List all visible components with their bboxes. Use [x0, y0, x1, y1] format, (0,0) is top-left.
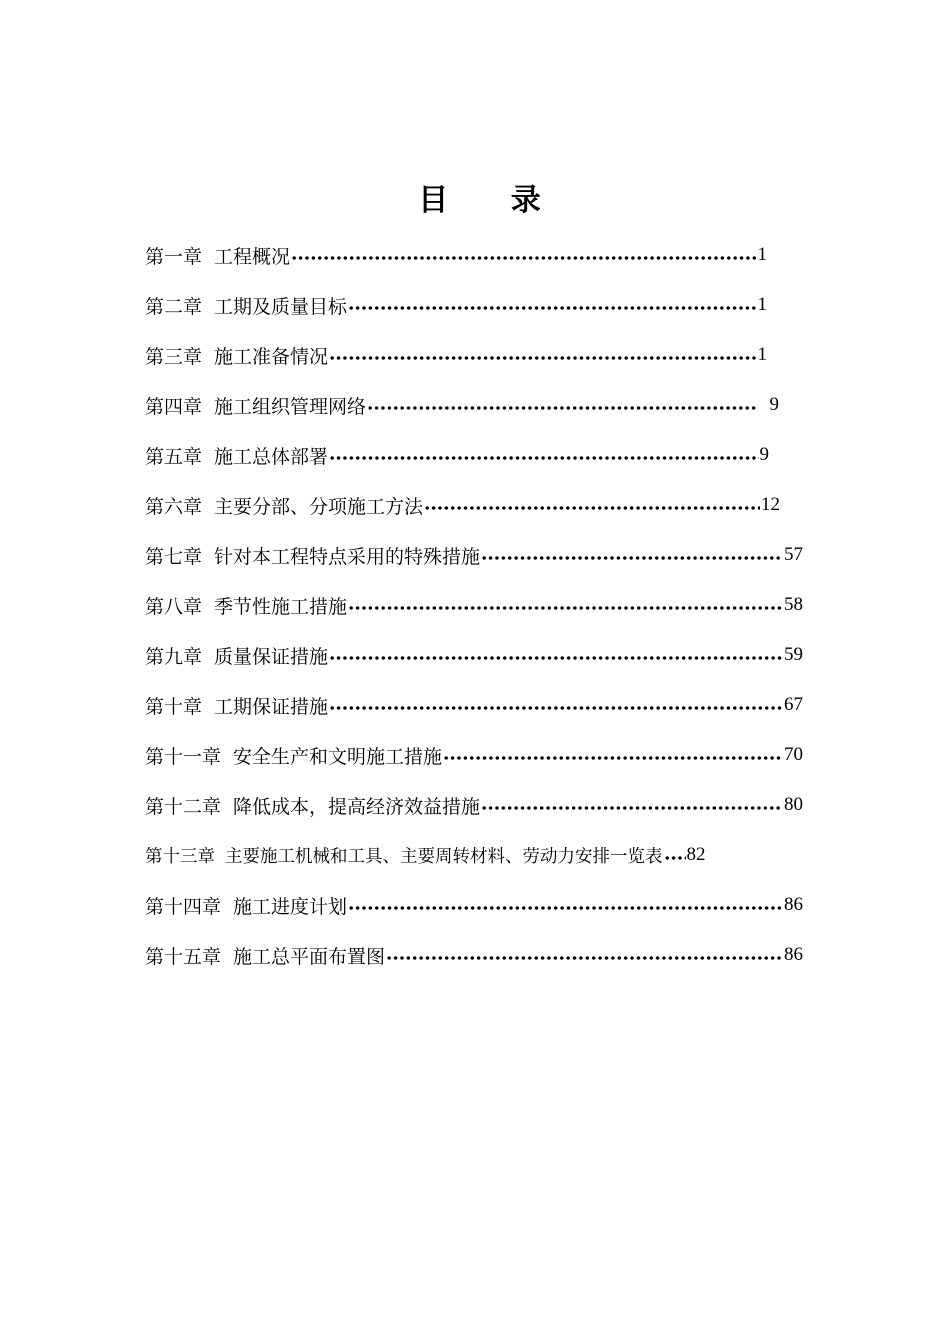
toc-page-number: 67 — [784, 694, 803, 715]
toc-page-number: 80 — [784, 794, 803, 815]
toc-leader — [329, 656, 783, 660]
toc-heading: 施工准备情况 — [214, 345, 329, 368]
toc-leader — [348, 606, 783, 610]
toc-chapter: 第十三章 — [145, 846, 215, 867]
toc-leader — [291, 256, 756, 260]
toc-chapter: 第十一章 — [145, 745, 222, 768]
toc-chapter: 第十章 — [145, 695, 203, 718]
toc-page-number: 59 — [784, 644, 803, 665]
toc-heading: 施工进度计划 — [233, 895, 348, 918]
toc-heading: 主要分部、分项施工方法 — [214, 495, 424, 518]
toc-leader — [481, 806, 783, 810]
toc-page-number: 86 — [784, 944, 803, 965]
toc-entry[interactable] — [145, 530, 803, 580]
toc-page-number: 70 — [784, 744, 803, 765]
toc-heading: 工期及质量目标 — [214, 295, 348, 318]
toc-leader — [367, 406, 755, 410]
toc-chapter: 第十四章 — [145, 895, 222, 918]
toc-entry[interactable] — [145, 780, 803, 830]
toc-chapter: 第三章 — [145, 345, 203, 368]
toc-chapter: 第七章 — [145, 545, 203, 568]
toc-leader — [424, 506, 760, 510]
toc-entry[interactable] — [145, 830, 803, 880]
toc-chapter: 第四章 — [145, 395, 203, 418]
toc-title: 目 录 — [418, 183, 567, 218]
toc-chapter: 第六章 — [145, 495, 203, 518]
toc-heading: 针对本工程特点采用的特殊措施 — [214, 545, 481, 568]
toc-entry[interactable] — [145, 680, 803, 730]
toc-entry[interactable] — [145, 380, 779, 430]
toc-entry[interactable] — [145, 480, 780, 530]
toc-page-number: 58 — [784, 594, 803, 615]
toc-chapter: 第一章 — [145, 245, 203, 268]
toc-leader — [348, 306, 756, 310]
toc-chapter: 第十五章 — [145, 945, 222, 968]
toc-heading: 施工组织管理网络 — [214, 395, 367, 418]
toc-chapter: 第五章 — [145, 445, 203, 468]
toc-heading: 工期保证措施 — [214, 695, 329, 718]
toc-page-number: 9 — [769, 394, 779, 415]
toc-heading: 季节性施工措施 — [214, 595, 348, 618]
toc-heading: 主要施工机械和工具、主要周转材料、劳动力安排一览表 — [225, 846, 663, 867]
toc-entry[interactable] — [145, 230, 767, 280]
toc-heading: 质量保证措施 — [214, 645, 329, 668]
toc-entry[interactable] — [145, 580, 803, 630]
toc-heading: 安全生产和文明施工措施 — [233, 745, 443, 768]
toc-leader — [348, 906, 783, 910]
toc-page-number: 57 — [784, 544, 803, 565]
toc-leader — [329, 456, 758, 460]
toc-list — [145, 230, 805, 980]
toc-leader — [386, 956, 783, 960]
toc-chapter: 第十二章 — [145, 795, 222, 818]
toc-leader — [664, 856, 686, 860]
toc-entry[interactable] — [145, 930, 803, 980]
toc-page-number: 12 — [761, 494, 780, 515]
toc-chapter: 第八章 — [145, 595, 203, 618]
toc-entry[interactable] — [145, 430, 769, 480]
toc-entry[interactable] — [145, 330, 767, 380]
toc-leader — [443, 756, 783, 760]
toc-entry[interactable] — [145, 880, 803, 930]
toc-heading: 工程概况 — [214, 245, 291, 268]
toc-heading: 施工总平面布置图 — [233, 945, 386, 968]
toc-entry[interactable] — [145, 730, 803, 780]
toc-page-number: 86 — [784, 894, 803, 915]
toc-entry[interactable] — [145, 630, 803, 680]
toc-page-number: 1 — [757, 344, 767, 365]
toc-leader — [329, 706, 783, 710]
toc-leader — [329, 356, 756, 360]
toc-entry[interactable] — [145, 280, 767, 330]
toc-page-number: 9 — [759, 444, 769, 465]
toc-page-number: 82 — [686, 844, 706, 865]
toc-chapter: 第二章 — [145, 295, 203, 318]
toc-leader — [481, 556, 783, 560]
toc-page-number: 1 — [757, 294, 767, 315]
toc-heading: 降低成本，提高经济效益措施 — [233, 795, 481, 818]
toc-chapter: 第九章 — [145, 645, 203, 668]
toc-page-number: 1 — [757, 244, 767, 265]
toc-heading: 施工总体部署 — [214, 445, 329, 468]
